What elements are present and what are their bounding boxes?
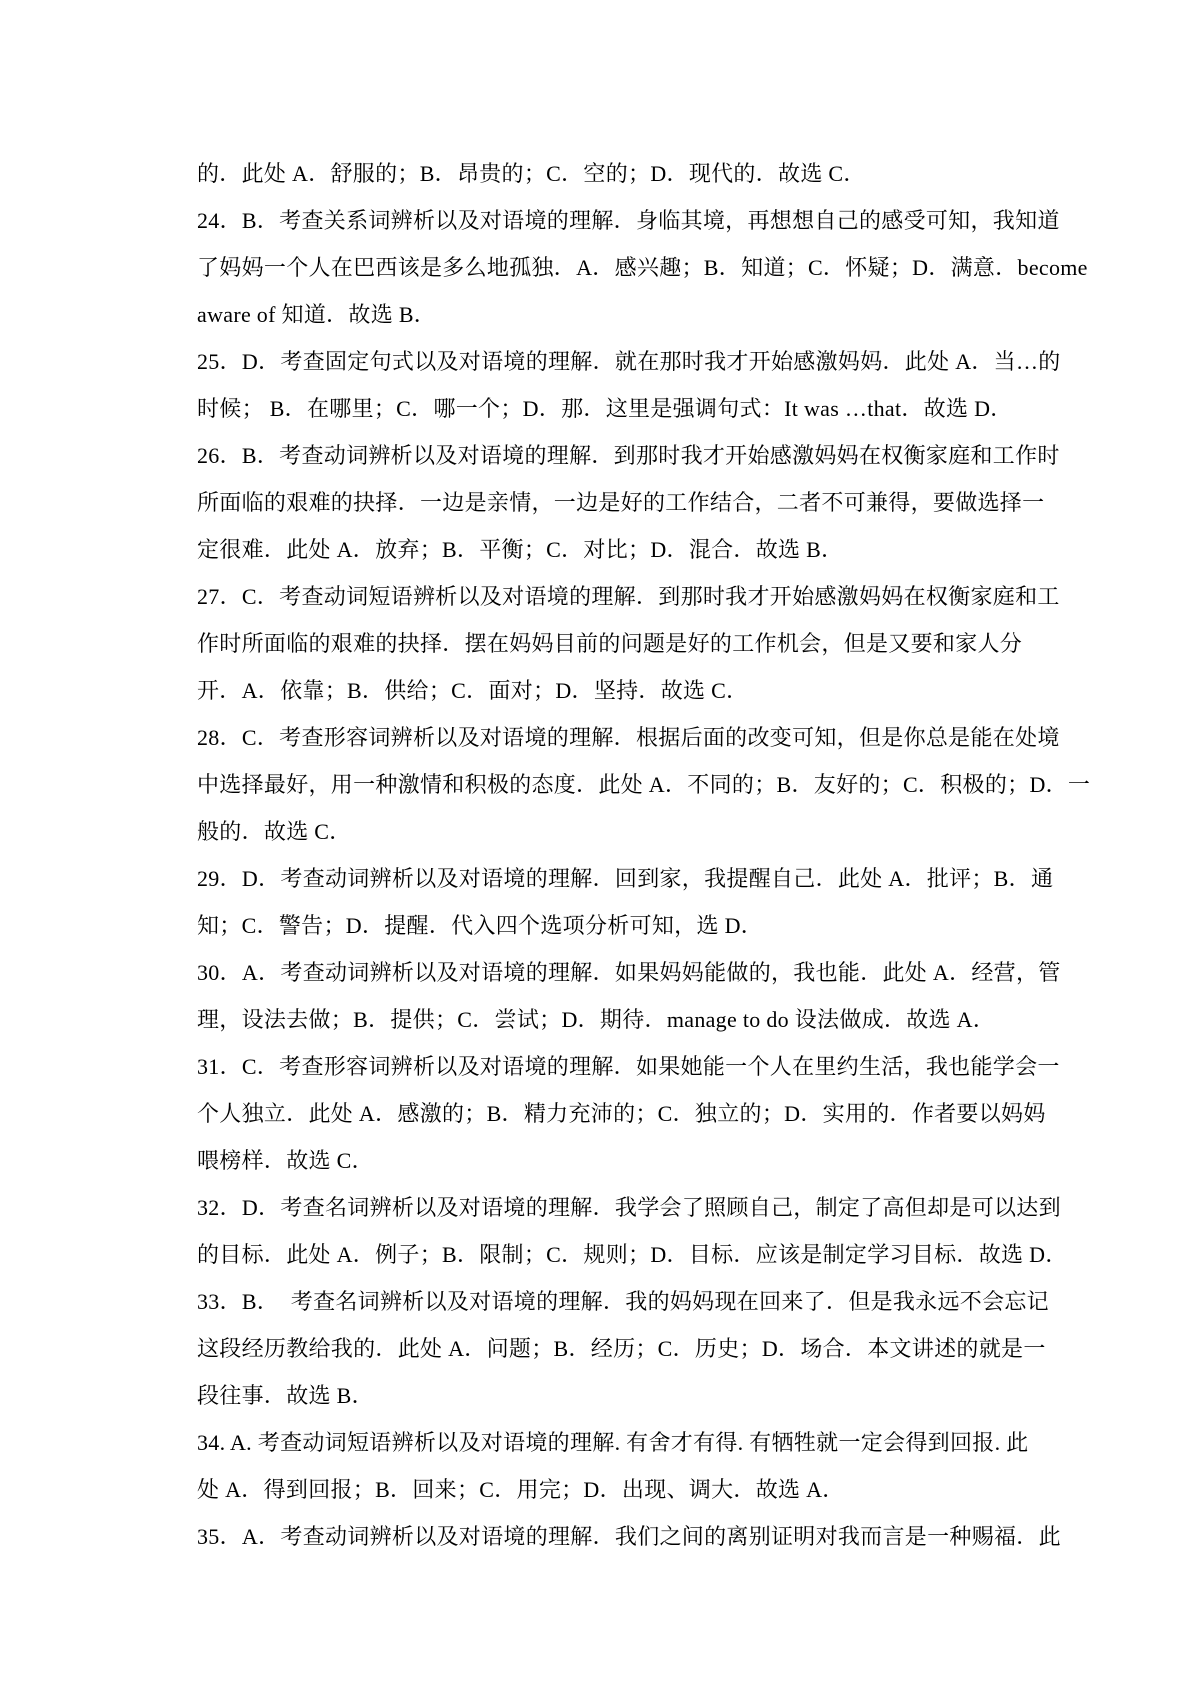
explanation-item-33 <box>197 1278 1049 1419</box>
text-line: 这段经历教给我的．此处 A．问题；B．经历；C．历史；D．场合．本文讲述的就是一 <box>197 1336 1046 1361</box>
explanation-item-25 <box>197 338 1061 432</box>
text-line: 知；C．警告；D．提醒．代入四个选项分析可知，选 D． <box>197 913 764 938</box>
explanation-item-24 <box>197 197 1088 338</box>
explanation-item-34 <box>197 1419 1037 1513</box>
explanation-item-32 <box>197 1184 1068 1278</box>
text-line: 的．此处 A．舒服的；B．昂贵的；C．空的；D．现代的．故选 C． <box>197 161 866 186</box>
explanation-item-23-tail <box>197 150 1037 197</box>
text-line: 中选择最好，用一种激情和积极的态度．此处 A．不同的；B．友好的；C．积极的；D．一 <box>197 772 1091 797</box>
text-line: 28．C．考查形容词辨析以及对语境的理解．根据后面的改变可知，但是你总是能在处境 <box>197 725 1060 750</box>
explanation-item-30 <box>197 949 1061 1043</box>
text-line: 32．D．考查名词辨析以及对语境的理解．我学会了照顾自己，制定了高但却是可以达到 <box>197 1195 1061 1220</box>
text-line: 30．A．考查动词辨析以及对语境的理解．如果妈妈能做的，我也能．此处 A．经营，管 <box>197 960 1061 985</box>
text-line: 31．C．考查形容词辨析以及对语境的理解．如果她能一个人在里约生活，我也能学会一 <box>197 1054 1060 1079</box>
text-line: 的目标．此处 A．例子；B．限制；C．规则；D．目标．应该是制定学习目标．故选 D． <box>197 1242 1068 1267</box>
explanation-item-35 <box>197 1513 1061 1560</box>
text-line: 所面临的艰难的抉择．一边是亲情，一边是好的工作结合，二者不可兼得，要做选择一 <box>197 490 1045 515</box>
text-line: 作时所面临的艰难的抉择．摆在妈妈目前的问题是好的工作机会，但是又要和家人分 <box>197 631 1023 656</box>
text-line: 24．B．考查关系词辨析以及对语境的理解．身临其境，再想想自己的感受可知，我知道 <box>197 208 1060 233</box>
text-line: 般的．故选 C． <box>197 819 352 844</box>
text-line: aware of 知道．故选 B． <box>197 302 437 327</box>
answer-explanations <box>197 150 1091 1560</box>
explanation-item-31 <box>197 1043 1060 1184</box>
text-line: 了妈妈一个人在巴西该是多么地孤独．A．感兴趣；B．知道；C．怀疑；D．满意．become <box>197 255 1088 280</box>
explanation-item-29 <box>197 855 1054 949</box>
text-line: 喂榜样．故选 C． <box>197 1148 374 1173</box>
text-line: 26．B．考查动词辨析以及对语境的理解．到那时我才开始感激妈妈在权衡家庭和工作时 <box>197 443 1060 468</box>
text-line: 开．A．依靠；B．供给；C．面对；D．坚持．故选 C． <box>197 678 749 703</box>
text-line: 25．D．考查固定句式以及对语境的理解．就在那时我才开始感激妈妈．此处 A．当…的 <box>197 349 1061 374</box>
explanation-item-28 <box>197 714 1091 855</box>
text-line: 段往事．故选 B． <box>197 1383 374 1408</box>
text-line: 35．A．考查动词辨析以及对语境的理解．我们之间的离别证明对我而言是一种赐福．此 <box>197 1524 1061 1549</box>
explanation-item-27 <box>197 573 1060 714</box>
text-line: 个人独立．此处 A．感激的；B．精力充沛的；C．独立的；D．实用的．作者要以妈妈 <box>197 1101 1046 1126</box>
text-line: 27．C．考查动词短语辨析以及对语境的理解．到那时我才开始感激妈妈在权衡家庭和工 <box>197 584 1060 609</box>
explanation-item-26 <box>197 432 1060 573</box>
text-line: 定很难．此处 A．放弃；B．平衡；C．对比；D．混合．故选 B． <box>197 537 844 562</box>
text-line: 时候； B．在哪里；C．哪一个；D．那．这里是强调句式：It was …that．故选 D． <box>197 396 1013 421</box>
text-line: 34. A. 考查动词短语辨析以及对语境的理解. 有舍才有得. 有牺牲就一定会得到回报. 此 <box>197 1430 1029 1455</box>
text-line: 处 A．得到回报；B．回来；C．用完；D．出现、调大．故选 A． <box>197 1477 845 1502</box>
text-line: 29．D．考查动词辨析以及对语境的理解．回到家，我提醒自己．此处 A．批评；B．通 <box>197 866 1054 891</box>
text-line: 33．B． 考查名词辨析以及对语境的理解．我的妈妈现在回来了．但是我永远不会忘记 <box>197 1289 1049 1314</box>
text-line: 理，设法去做；B．提供；C．尝试；D．期待．manage to do 设法做成．故选 A． <box>197 1007 996 1032</box>
